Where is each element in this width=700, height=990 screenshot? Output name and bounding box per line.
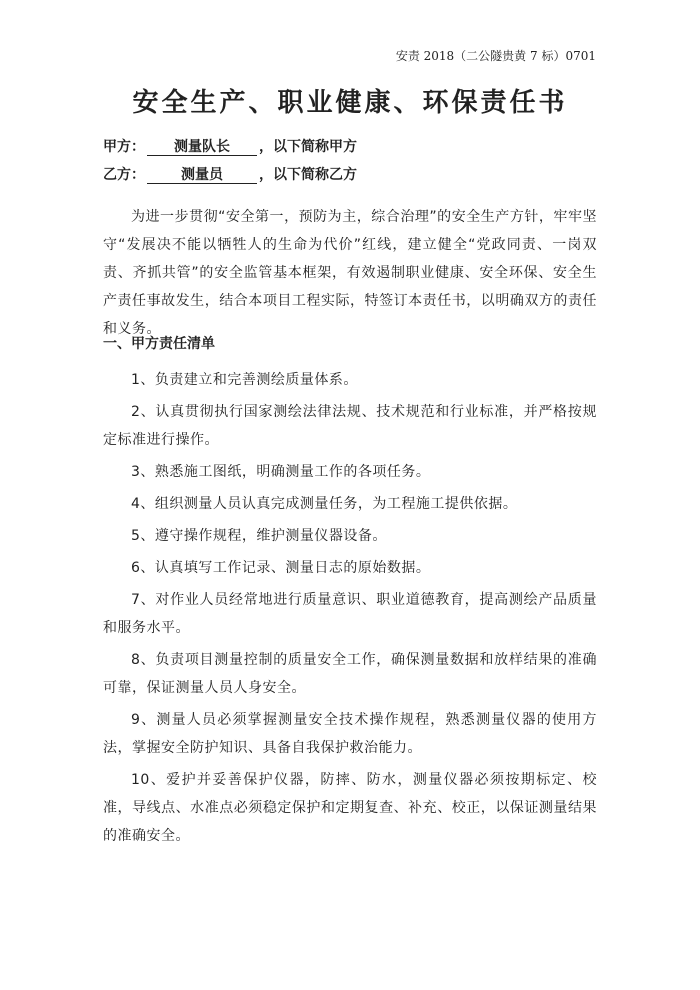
responsibility-list [103, 366, 597, 854]
list-item: 5、遵守操作规程，维护测量仪器设备。 [131, 528, 387, 544]
list-item: 7、对作业人员经常地进行质量意识、职业道德教育，提高测绘产品质量和服务水平。 [103, 592, 597, 636]
list-item: 8、负责项目测量控制的质量安全工作，确保测量数据和放样结果的准确可靠，保证测量人员人身安全。 [103, 652, 597, 696]
list-item: 1、负责建立和完善测绘质量体系。 [131, 372, 358, 388]
party-b-label: 乙方： [103, 167, 145, 183]
document-title: 安全生产、职业健康、环保责任书 [132, 88, 568, 118]
party-a-label: 甲方： [103, 139, 145, 155]
party-a-suffix: ，以下简称甲方 [259, 139, 357, 155]
section-heading-party-a-responsibilities: 一、甲方责任清单 [103, 336, 215, 352]
list-item: 4、组织测量人员认真完成测量任务，为工程施工提供依据。 [131, 496, 518, 512]
party-b-value: 测量员 [147, 167, 257, 184]
list-item: 9、测量人员必须掌握测量安全技术操作规程，熟悉测量仪器的使用方法，掌握安全防护知识、具备自我保护救治能力。 [103, 712, 597, 756]
party-a-line [103, 136, 357, 156]
list-item: 6、认真填写工作记录、测量日志的原始数据。 [131, 560, 431, 576]
document-reference-number: 安责 2018（二公隧贵黄 7 标）0701 [395, 49, 596, 63]
list-item: 2、认真贯彻执行国家测绘法律法规、技术规范和行业标准，并严格按规定标准进行操作。 [103, 404, 597, 448]
party-a-value: 测量队长 [147, 139, 257, 156]
list-item: 3、熟悉施工图纸，明确测量工作的各项任务。 [131, 464, 431, 480]
party-b-line [103, 164, 357, 184]
party-b-suffix: ，以下简称乙方 [259, 167, 357, 183]
intro-paragraph: 为进一步贯彻“安全第一，预防为主，综合治理”的安全生产方针，牢牢坚守“发展决不能以牺牲人的生命为代价”红线，建立健全“党政同责、一岗双责、齐抓共管”的安全监管基本框架，有效遏制职业健康、安全环保、安全生产责任事故发生，结合本项目工程实际，特签订本责任书，以明确双方的责任和义务。 [103, 209, 597, 337]
list-item: 10、爱护并妥善保护仪器，防摔、防水，测量仪器必须按期标定、校准，导线点、水准点必须稳定保护和定期复查、补充、校正，以保证测量结果的准确安全。 [103, 772, 597, 844]
